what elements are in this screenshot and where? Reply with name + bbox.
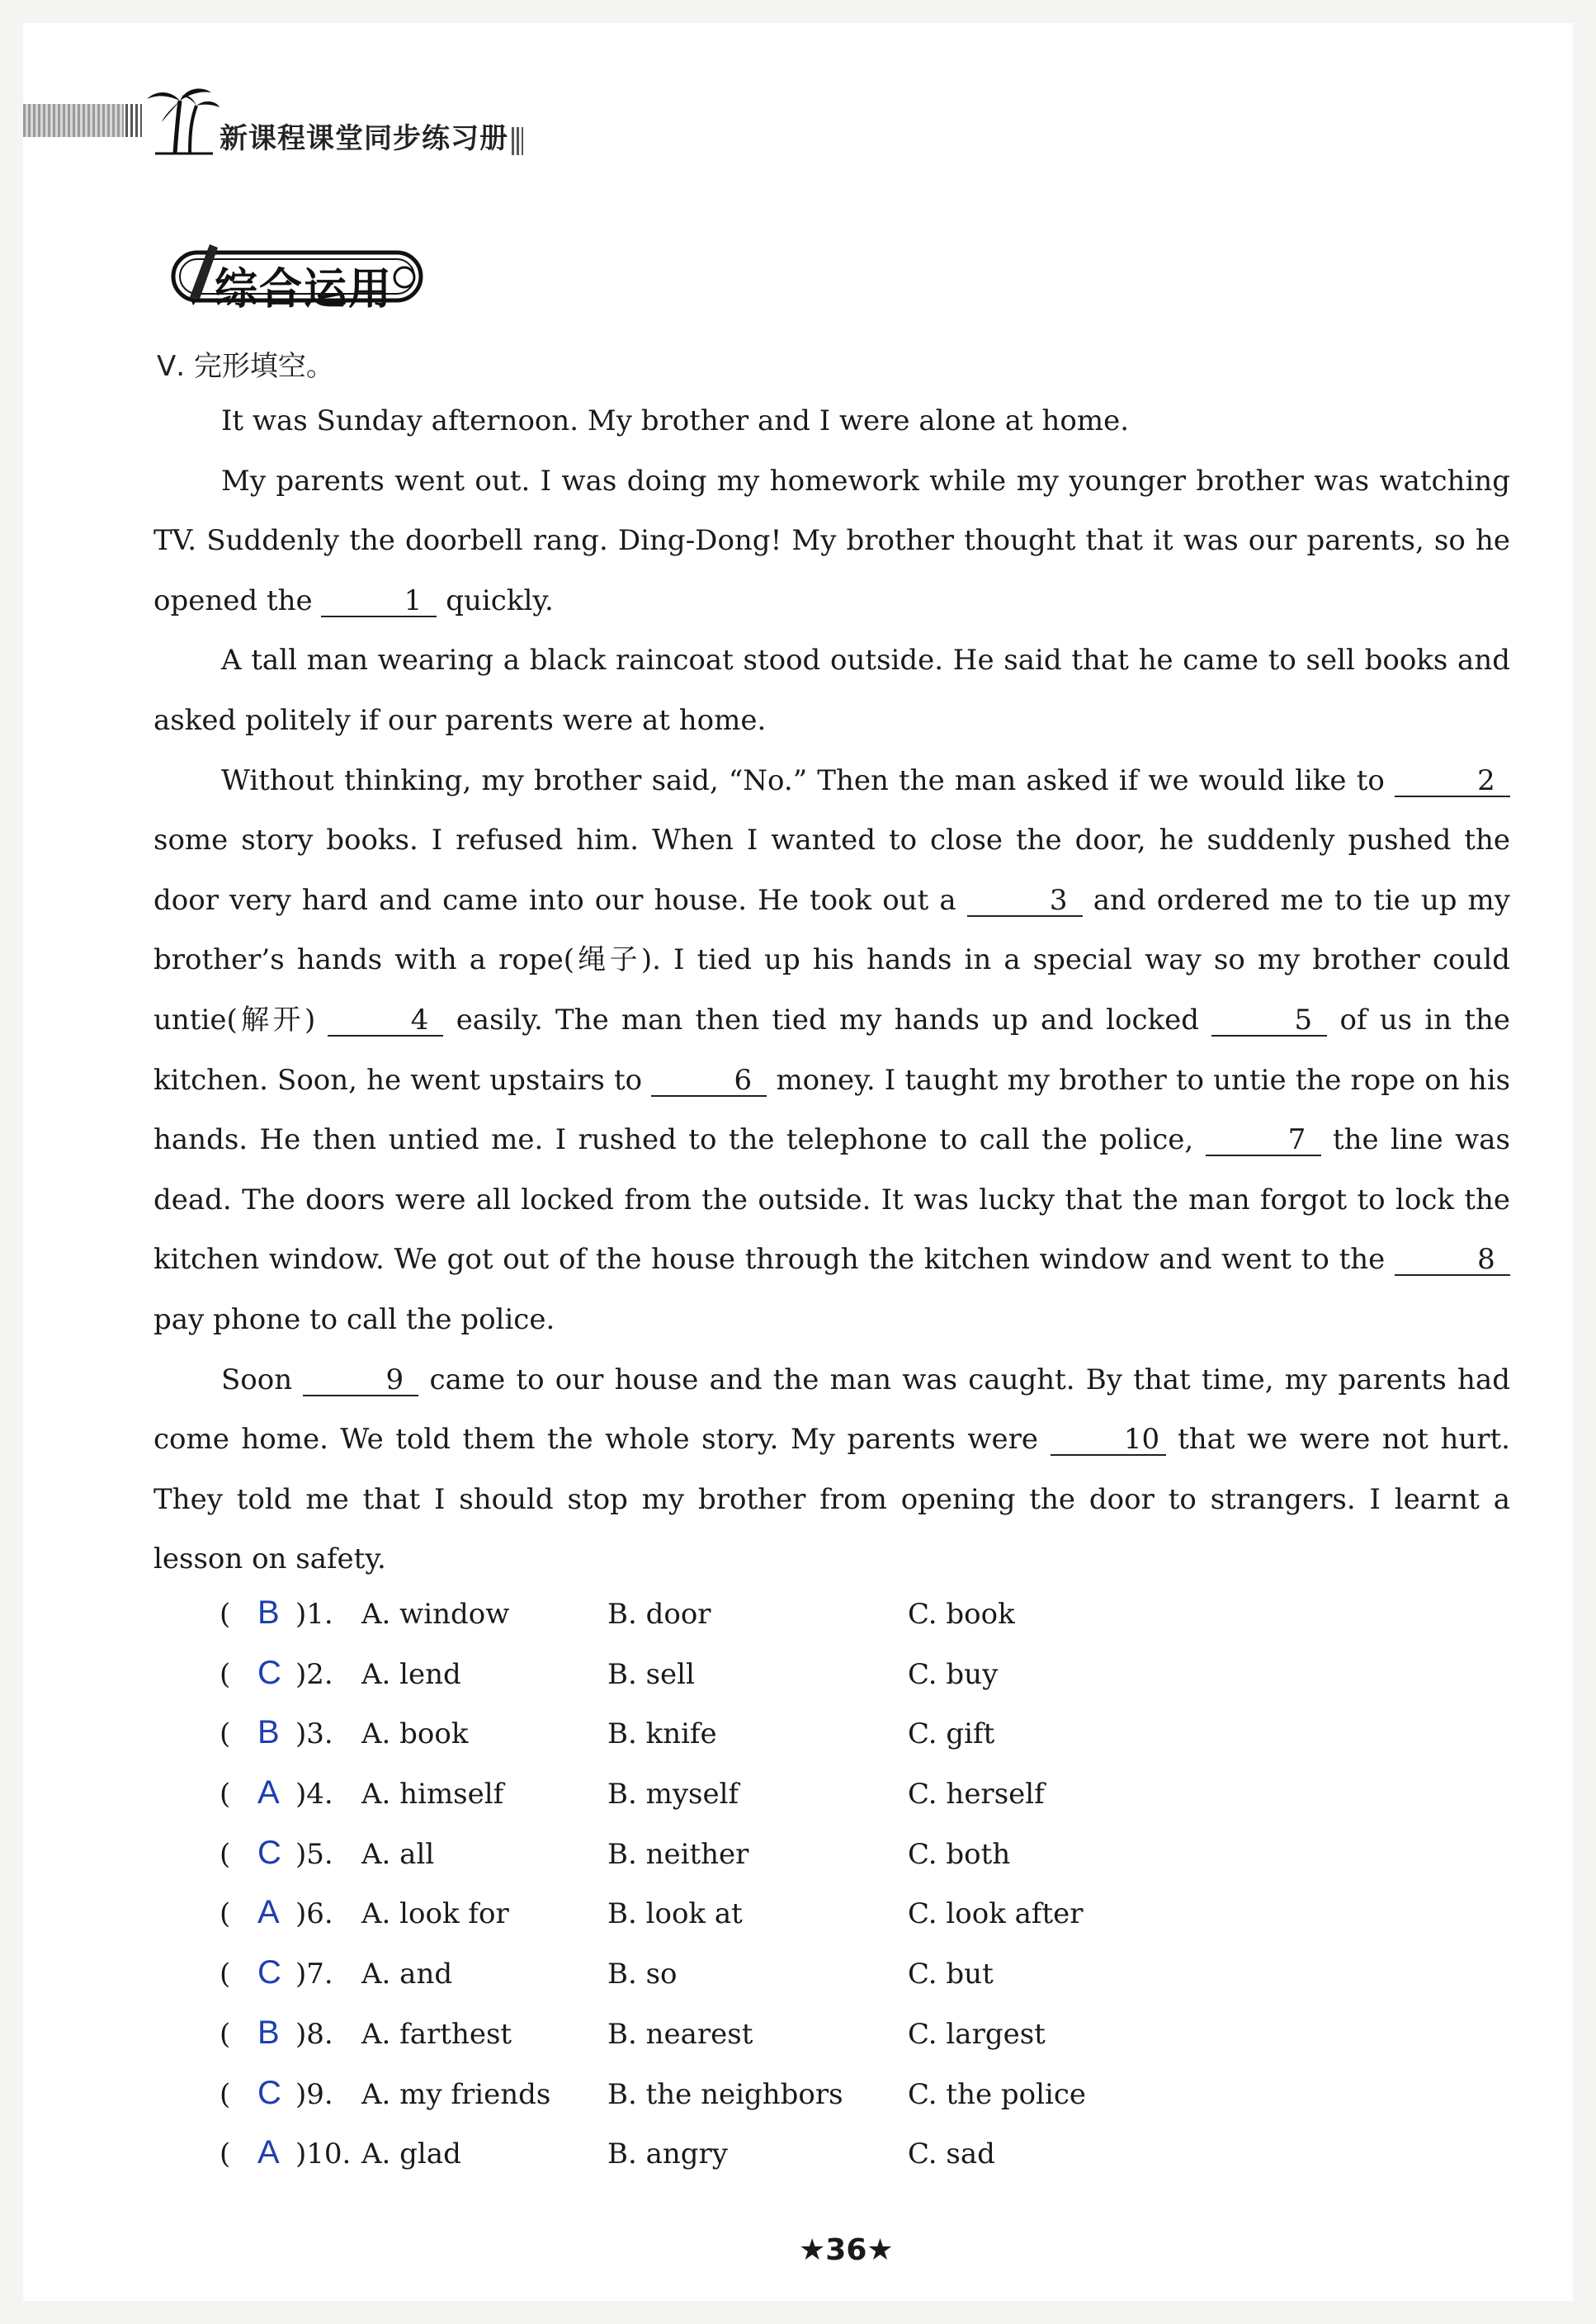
option-c: C. book bbox=[908, 1598, 1015, 1631]
paragraph-text: It was Sunday afternoon. My brother and I were alone at home. bbox=[221, 404, 1130, 437]
answer-mark: C bbox=[257, 2074, 281, 2111]
answer-mark: A bbox=[257, 1774, 280, 1811]
question-row bbox=[220, 2074, 1210, 2138]
option-a: A. look for bbox=[361, 1897, 509, 1931]
paragraph-text: and ordered me to tie up my brother’s hands with a rope(绳子). I tied up his hands in a special way so my brother could untie(解开) bbox=[153, 883, 1510, 1037]
option-a: A. farthest bbox=[361, 2017, 512, 2051]
option-b: B. the neighbors bbox=[607, 2077, 843, 2111]
header-title: 新课程课堂同步练习册 bbox=[220, 122, 508, 155]
open-paren: ( bbox=[220, 1598, 231, 1631]
open-paren: ( bbox=[220, 1657, 231, 1691]
option-b: B. sell bbox=[607, 1657, 695, 1691]
answer-options bbox=[220, 1594, 1210, 2198]
blank-1: 1 bbox=[321, 586, 437, 617]
blank-5: 5 bbox=[1211, 1005, 1327, 1037]
option-a: A. glad bbox=[361, 2137, 461, 2171]
paragraph-text: money. I taught my brother to untie the rope on his hands. He then untied me. I rushed to the telephone to call the police, bbox=[153, 1063, 1511, 1157]
question-number: )10. bbox=[295, 2137, 352, 2171]
question-row bbox=[220, 1954, 1210, 2018]
blank-4: 4 bbox=[328, 1005, 443, 1037]
answer-mark: A bbox=[257, 2134, 280, 2171]
cloze-passage bbox=[153, 391, 1510, 1589]
paragraph-text: pay phone to call the police. bbox=[153, 1302, 555, 1336]
question-row bbox=[220, 1714, 1210, 1778]
header-stripe bbox=[23, 104, 124, 137]
paragraph-text: that we were not hurt. They told me that I should stop my brother from opening the door to strangers. I learnt a lesson on safety. bbox=[153, 1423, 1510, 1576]
paragraph-text: quickly. bbox=[446, 583, 554, 617]
option-c: C. buy bbox=[908, 1657, 999, 1691]
option-b: B. door bbox=[607, 1598, 711, 1631]
answer-mark: B bbox=[257, 1594, 280, 1631]
question-row bbox=[220, 1894, 1210, 1958]
question-row bbox=[220, 1834, 1210, 1898]
paragraph bbox=[153, 751, 1510, 1350]
question-number: )1. bbox=[295, 1598, 333, 1631]
option-c: C. both bbox=[908, 1837, 1011, 1871]
blank-8: 8 bbox=[1395, 1245, 1510, 1276]
question-number: )9. bbox=[295, 2077, 333, 2111]
palm-tree-icon bbox=[139, 81, 221, 155]
question-row bbox=[220, 1774, 1210, 1838]
question-number: )3. bbox=[295, 1717, 333, 1751]
open-paren: ( bbox=[220, 1717, 231, 1751]
paragraph-text: easily. The man then tied my hands up and locked bbox=[456, 1003, 1200, 1037]
question-number: )6. bbox=[295, 1897, 333, 1931]
blank-9: 9 bbox=[303, 1365, 418, 1396]
question-row bbox=[220, 1594, 1210, 1658]
paragraph-text: the line was dead. The doors were all locked from the outside. It was lucky that the man forgot to lock the kitchen window. We got out of the house through the kitchen window and went to the bbox=[153, 1123, 1511, 1277]
option-c: C. but bbox=[908, 1958, 994, 1991]
section-badge-label: 综合运用 bbox=[215, 265, 394, 314]
blank-10: 10 bbox=[1051, 1424, 1166, 1456]
paragraph bbox=[153, 451, 1510, 631]
paragraph-text: My parents went out. I was doing my homework while my younger brother was watching TV. Suddenly the doorbell rang. Ding-Dong! My brother thought that it was our parents, so he opened the bbox=[153, 464, 1510, 617]
question-row bbox=[220, 2134, 1210, 2198]
answer-mark: C bbox=[257, 1654, 281, 1691]
blank-6: 6 bbox=[651, 1065, 767, 1097]
open-paren: ( bbox=[220, 1837, 231, 1871]
paragraph-text: Soon bbox=[221, 1363, 293, 1396]
option-a: A. and bbox=[361, 1958, 453, 1991]
answer-mark: C bbox=[257, 1834, 281, 1871]
question-row bbox=[220, 1654, 1210, 1718]
answer-mark: B bbox=[257, 2014, 280, 2051]
option-a: A. all bbox=[361, 1837, 435, 1871]
paragraph bbox=[153, 631, 1510, 750]
blank-2: 2 bbox=[1395, 766, 1510, 797]
option-b: B. so bbox=[607, 1958, 678, 1991]
section-heading: Ⅴ. 完形填空。 bbox=[157, 350, 334, 383]
option-b: B. angry bbox=[607, 2137, 728, 2171]
option-c: C. sad bbox=[908, 2137, 995, 2171]
open-paren: ( bbox=[220, 1778, 231, 1811]
paragraph-text: Without thinking, my brother said, “No.” Then the man asked if we would like to bbox=[221, 763, 1385, 797]
open-paren: ( bbox=[220, 1897, 231, 1931]
paragraph bbox=[153, 1350, 1510, 1589]
option-b: B. myself bbox=[607, 1778, 739, 1811]
option-a: A. my friends bbox=[361, 2077, 551, 2111]
answer-mark: A bbox=[257, 1894, 280, 1931]
option-c: C. herself bbox=[908, 1778, 1045, 1811]
option-b: B. nearest bbox=[607, 2017, 753, 2051]
question-number: )2. bbox=[295, 1657, 333, 1691]
page bbox=[23, 23, 1573, 2301]
paragraph-text: some story books. I refused him. When I wanted to close the door, he suddenly pushed the door very hard and came into our house. He took out a bbox=[153, 824, 1510, 917]
option-a: A. lend bbox=[361, 1657, 461, 1691]
option-a: A. window bbox=[361, 1598, 510, 1631]
open-paren: ( bbox=[220, 2077, 231, 2111]
option-b: B. neither bbox=[607, 1837, 749, 1871]
option-c: C. look after bbox=[908, 1897, 1084, 1931]
blank-7: 7 bbox=[1206, 1125, 1321, 1156]
answer-mark: B bbox=[257, 1714, 280, 1751]
page-number: ★36★ bbox=[799, 2233, 894, 2267]
question-number: )7. bbox=[295, 1958, 333, 1991]
paragraph-text: A tall man wearing a black raincoat stood outside. He said that he came to sell books and asked politely if our parents were at home. bbox=[153, 644, 1510, 737]
paragraph-text: came to our house and the man was caught. By that time, my parents had come home. We told them the whole story. My parents were bbox=[153, 1363, 1510, 1457]
blank-3: 3 bbox=[967, 886, 1083, 917]
question-row bbox=[220, 2014, 1210, 2078]
option-c: C. the police bbox=[908, 2077, 1087, 2111]
option-c: C. gift bbox=[908, 1717, 995, 1751]
option-a: A. book bbox=[361, 1717, 469, 1751]
option-a: A. himself bbox=[361, 1778, 504, 1811]
option-b: B. knife bbox=[607, 1717, 717, 1751]
open-paren: ( bbox=[220, 2017, 231, 2051]
paragraph bbox=[153, 391, 1510, 451]
paragraph-text: of us in the kitchen. Soon, he went upstairs to bbox=[153, 1003, 1511, 1097]
question-number: )4. bbox=[295, 1778, 333, 1811]
header-end-stripe bbox=[512, 127, 523, 155]
open-paren: ( bbox=[220, 1958, 231, 1991]
option-b: B. look at bbox=[607, 1897, 743, 1931]
answer-mark: C bbox=[257, 1954, 281, 1991]
question-number: )8. bbox=[295, 2017, 333, 2051]
question-number: )5. bbox=[295, 1837, 333, 1871]
option-c: C. largest bbox=[908, 2017, 1046, 2051]
open-paren: ( bbox=[220, 2137, 231, 2171]
